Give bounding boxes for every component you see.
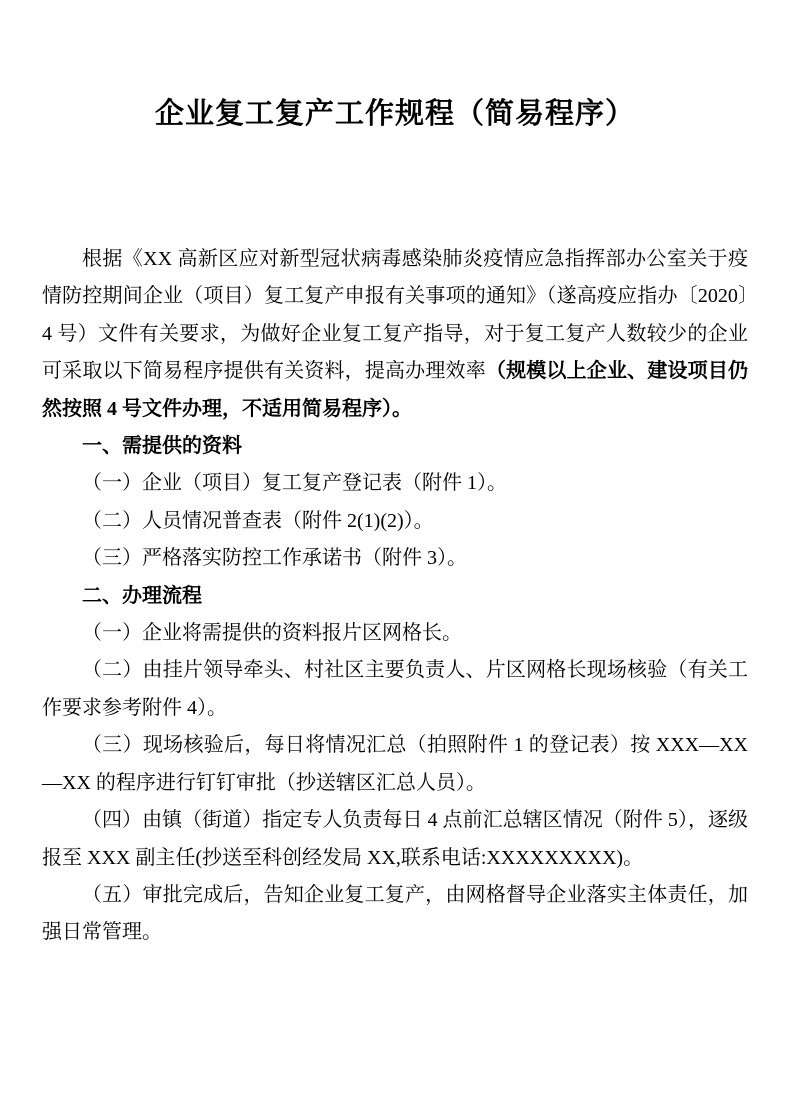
section-1-item-2: （二）人员情况普查表（附件 2(1)(2)）。	[82, 509, 434, 532]
section-2-item-1: （一）企业将需提供的资料报片区网格长。	[82, 622, 462, 645]
intro-bold-note: （规模以上企业、建设项目仍然按照 4 号文件办理，不适用简易程序）。	[42, 360, 749, 420]
section-1-heading: 一、需提供的资料	[82, 435, 242, 458]
section-1-item-1: （一）企业（项目）复工复产登记表（附件 1）。	[82, 472, 507, 495]
intro-text: 根据《XX 高新区应对新型冠状病毒感染肺炎疫情应急指挥部办公室关于疫情防控期间企业（项目）复工复产申报有关事项的通知》（遂高疫应指办〔2020〕4 号）文件有关要求，为做好企业复工复产指导，对于复工复产人数较少的企业可采取以下简易程序提供有关资料，提高办理效率	[42, 248, 748, 383]
section-2-item-2: （二）由挂片领导牵头、村社区主要负责人、片区网格长现场核验（有关工作要求参考附件 4）。	[42, 659, 748, 719]
section-2-heading: 二、办理流程	[82, 584, 202, 607]
section-2-item-3: （三）现场核验后，每日将情况汇总（拍照附件 1 的登记表）按 XXX—XX—XX 的程序进行钉钉审批（抄送辖区汇总人员）。	[42, 734, 748, 794]
section-2-item-4: （四）由镇（街道）指定专人负责每日 4 点前汇总辖区情况（附件 5），逐级报至 XXX 副主任(抄送至科创经发局 XX,联系电话:XXXXXXXXX)。	[42, 809, 748, 869]
document-body	[42, 241, 748, 952]
intro-paragraph	[42, 241, 748, 428]
section-1-item-3: （三）严格落实防控工作承诺书（附件 3）。	[82, 547, 467, 570]
section-2-item-5: （五）审批完成后，告知企业复工复产，由网格督导企业落实主体责任，加强日常管理。	[42, 883, 748, 944]
document-title: 企业复工复产工作规程（简易程序）	[154, 98, 635, 130]
